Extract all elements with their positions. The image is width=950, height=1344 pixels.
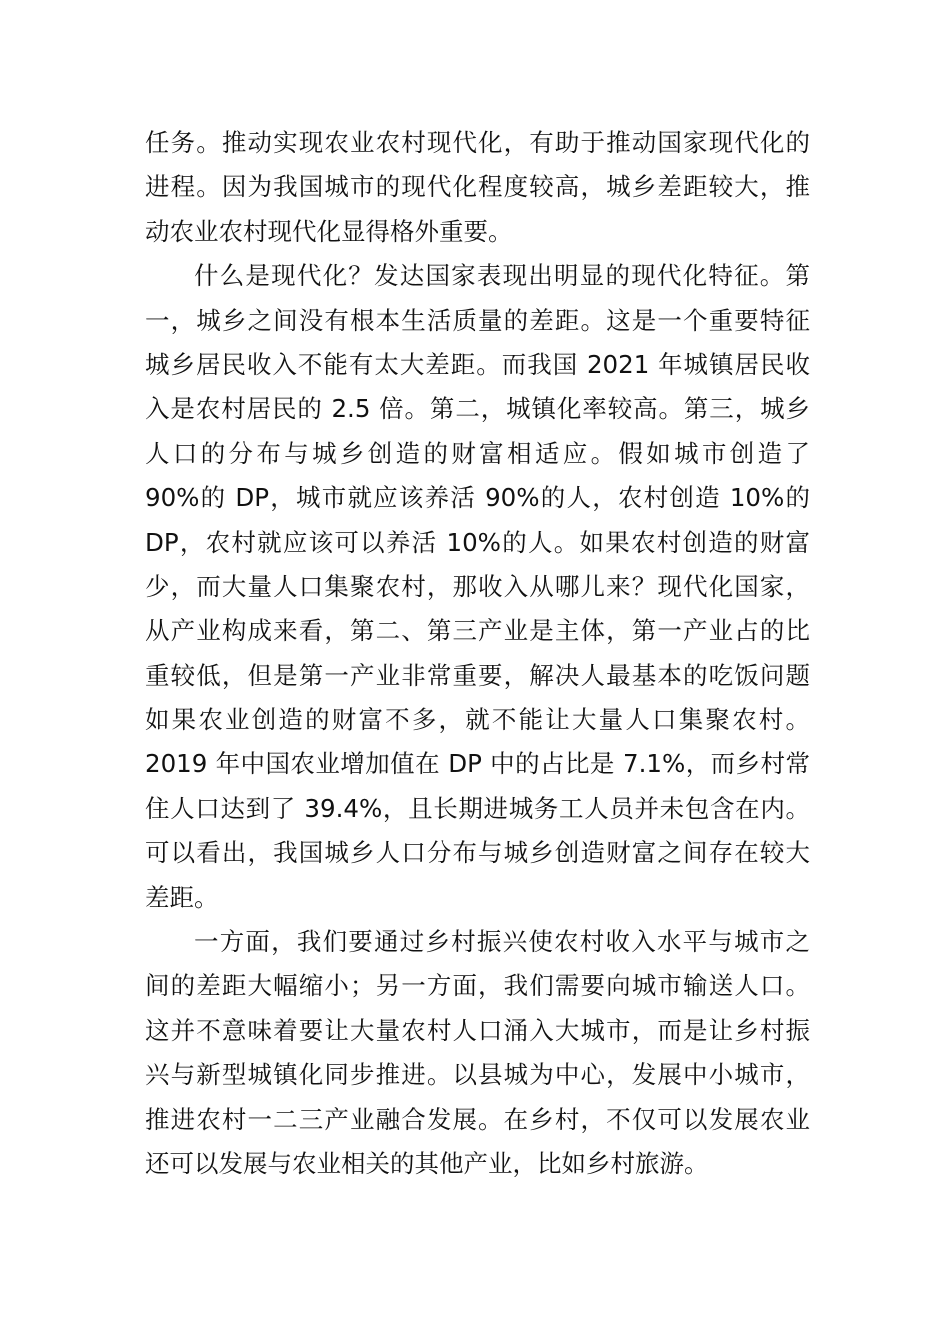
text-line: 任务。推动实现农业农村现代化，有助于推动国家现代化的: [145, 128, 810, 157]
text-line: 差距。: [145, 882, 219, 912]
text-line: 入是农村居民的 2.5 倍。第二，城镇化率较高。第三，城乡: [145, 394, 810, 424]
text-line: 动农业农村现代化显得格外重要。: [145, 216, 513, 246]
text-line: 一，城乡之间没有根本生活质量的差距。这是一个重要特征: [145, 305, 810, 335]
text-line: 人口的分布与城乡创造的财富相适应。假如城市创造了: [145, 438, 810, 468]
text-line: 一方面，我们要通过乡村振兴使农村收入水平与城市之: [194, 927, 810, 957]
text-line: 推进农村一二三产业融合发展。在乡村，不仅可以发展农业: [145, 1104, 810, 1134]
text-line: 少，而大量人口集聚农村，那收入从哪儿来？现代化国家，: [145, 571, 810, 601]
text-line: DP，农村就应该可以养活 10%的人。如果农村创造的财富: [145, 527, 810, 557]
paragraph-1: [145, 121, 810, 254]
text-line: 进程。因为我国城市的现代化程度较高，城乡差距较大，推: [145, 172, 810, 202]
document-body: [145, 121, 810, 1186]
text-line: 重较低，但是第一产业非常重要，解决人最基本的吃饭问题: [145, 660, 810, 690]
text-line: 间的差距大幅缩小；另一方面，我们需要向城市输送人口。: [145, 971, 810, 1001]
paragraph-2: [145, 254, 810, 920]
text-line: 可以看出，我国城乡人口分布与城乡创造财富之间存在较大: [145, 838, 810, 868]
text-line: 90%的 DP，城市就应该养活 90%的人，农村创造 10%的: [145, 483, 810, 513]
text-line: 如果农业创造的财富不多，就不能让大量人口集聚农村。: [145, 705, 810, 735]
text-line: 住人口达到了 39.4%，且长期进城务工人员并未包含在内。: [145, 793, 810, 823]
text-line: 2019 年中国农业增加值在 DP 中的占比是 7.1%，而乡村常: [145, 749, 810, 779]
paragraph-3: [145, 920, 810, 1186]
text-line: 城乡居民收入不能有太大差距。而我国 2021 年城镇居民收: [145, 349, 810, 379]
text-line: 还可以发展与农业相关的其他产业，比如乡村旅游。: [145, 1148, 709, 1178]
text-line: 什么是现代化？发达国家表现出明显的现代化特征。第: [194, 261, 810, 291]
text-line: 这并不意味着要让大量农村人口涌入大城市，而是让乡村振: [145, 1015, 810, 1045]
text-line: 从产业构成来看，第二、第三产业是主体，第一产业占的比: [145, 616, 810, 646]
text-line: 兴与新型城镇化同步推进。以县城为中心，发展中小城市，: [145, 1060, 810, 1090]
